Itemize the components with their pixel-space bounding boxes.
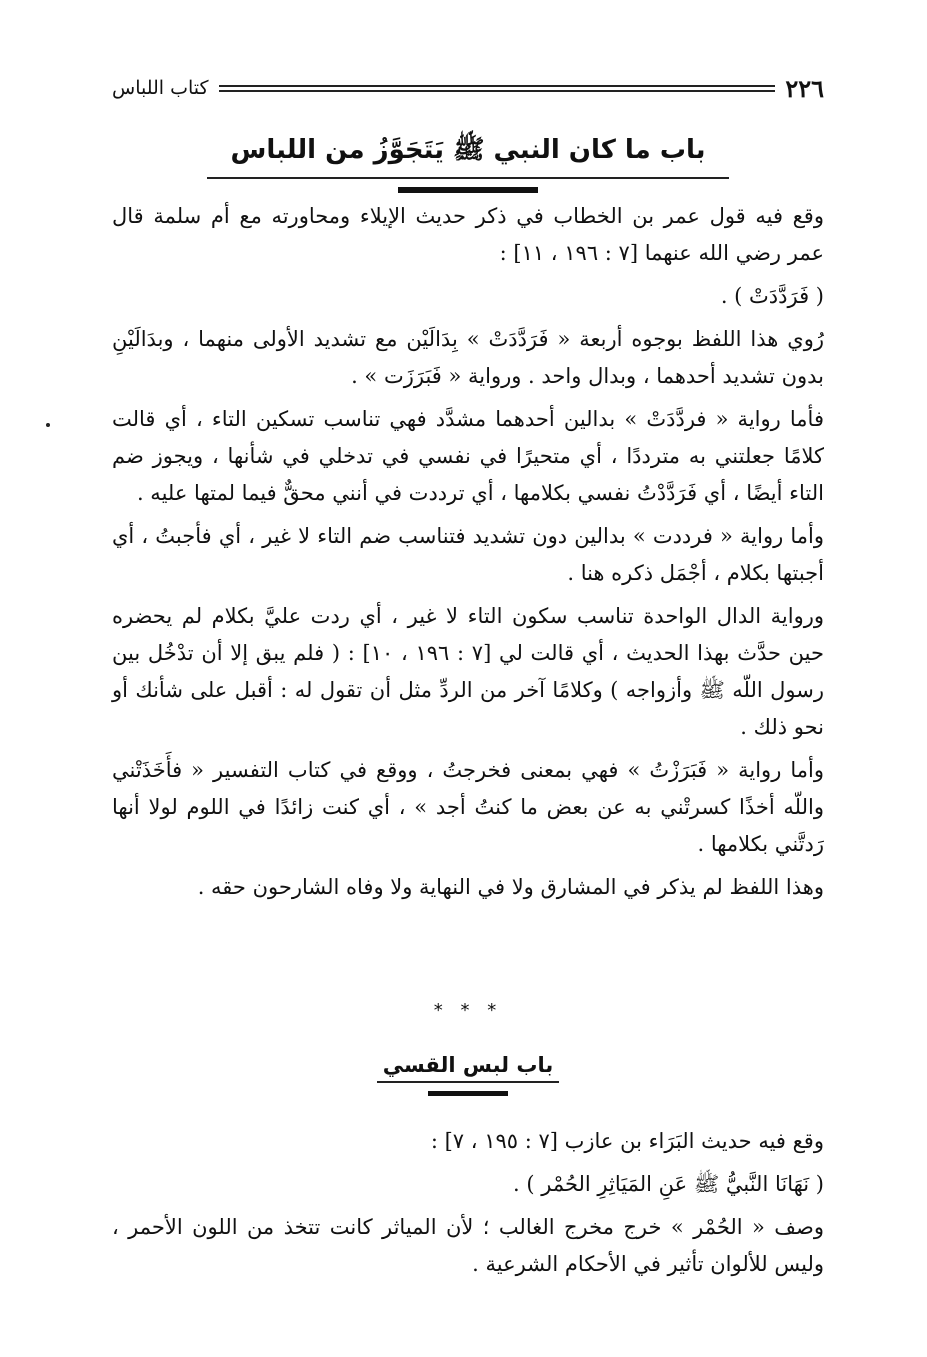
paragraph: وأما رواية « فَبَرَزْتُ » فهي بمعنى فخرجتُ ، ووقع في كتاب التفسير « فأَخَذَتْني واللّه أخذًا كسرتْني به عن بعض ما كنتُ أجد » ، أي كنت زائدًا في اللوم لولا أنها رَدتَّني بكلامها . bbox=[112, 758, 824, 856]
section-title-2: باب لبس القسي bbox=[377, 1053, 559, 1083]
paragraph: رُوي هذا اللفظ بوجوه أربعة « فَرَدَّدَتْ » بِدَالَيْن مع تشديد الأولى منهما ، وبدَالَيْنِ بدون تشديد أحدهما ، وبدال واحد . ورواية « فَبَرَزَت » . bbox=[112, 327, 824, 388]
section-body-2 bbox=[112, 1123, 824, 1289]
scan-speck bbox=[46, 423, 50, 427]
paragraph: فأما رواية « فردَّدَتْ » بدالين أحدهما مشدَّد فهي تناسب تسكين التاء ، أي قالت كلامًا جعلتني به مترددًا ، أي متحيرًا في نفسي في تدخلي في شأنها ، ويجوز ضم التاء أيضًا ، أي فَرَدَّدْتُ نفسي بكلامها ، أي ترددت في أنني محقٌّ فيما لمتها عليه . bbox=[112, 407, 824, 505]
section-body-1 bbox=[112, 198, 824, 912]
page-number: ٢٢٦ bbox=[785, 73, 824, 103]
paragraph: ( فَرَدَّدَتْ ) . bbox=[720, 284, 824, 308]
paragraph: وهذا اللفظ لم يذكر في المشارق ولا في النهاية ولا وفاه الشارحون حقه . bbox=[197, 875, 824, 899]
section-heading-2 bbox=[112, 1053, 824, 1096]
running-header bbox=[112, 70, 824, 106]
heading-bar-1 bbox=[398, 187, 538, 193]
section-divider: * * * bbox=[433, 1000, 503, 1021]
paragraph: وصف « الحُمْر » خرج مخرج الغالب ؛ لأن المياثر كانت تتخذ من اللون الأحمر ، وليس للألوان تأثير في الأحكام الشرعية . bbox=[112, 1215, 824, 1276]
header-rule bbox=[219, 85, 776, 92]
paragraph: وأما رواية « فرددت » بدالين دون تشديد فتناسب ضم التاء لا غير ، أي فأجبتُ ، أي أجبتها بكلام ، أجْمَل ذكره هنا . bbox=[112, 524, 824, 585]
paragraph: ورواية الدال الواحدة تناسب سكون التاء لا غير ، أي ردت عليَّ بكلام لم يحضره حين حدَّث بهذا الحديث ، أي قالت لي [٧ : ١٩٦ ، ١٠] : ( فلم يبق إلا أن تدْخُل بين رسول اللّه ﷺ وأزواجه ) وكلامًا آخر من الردِّ مثل أن تقول له : أقبل على شأنك أو نحو ذلك . bbox=[112, 604, 824, 739]
paragraph: وقع فيه قول عمر بن الخطاب في ذكر حديث الإيلاء ومحاورته مع أم سلمة قال عمر رضي الله عنهما [٧ : ١٩٦ ، ١١] : bbox=[112, 204, 824, 265]
paragraph: ( نَهَانَا النَّبيُّ ﷺ عَنِ المَيَاثِرِ الحُمْر ) . bbox=[513, 1172, 824, 1196]
section-heading-1 bbox=[112, 133, 824, 193]
section-title-1: باب ما كان النبي ﷺ يَتَجَوَّزُ من اللباس bbox=[207, 133, 730, 179]
heading-bar-2 bbox=[428, 1091, 508, 1096]
running-title: كتاب اللباس bbox=[112, 77, 209, 99]
paragraph: وقع فيه حديث البَرَاء بن عازب [٧ : ١٩٥ ، ٧] : bbox=[430, 1129, 824, 1153]
